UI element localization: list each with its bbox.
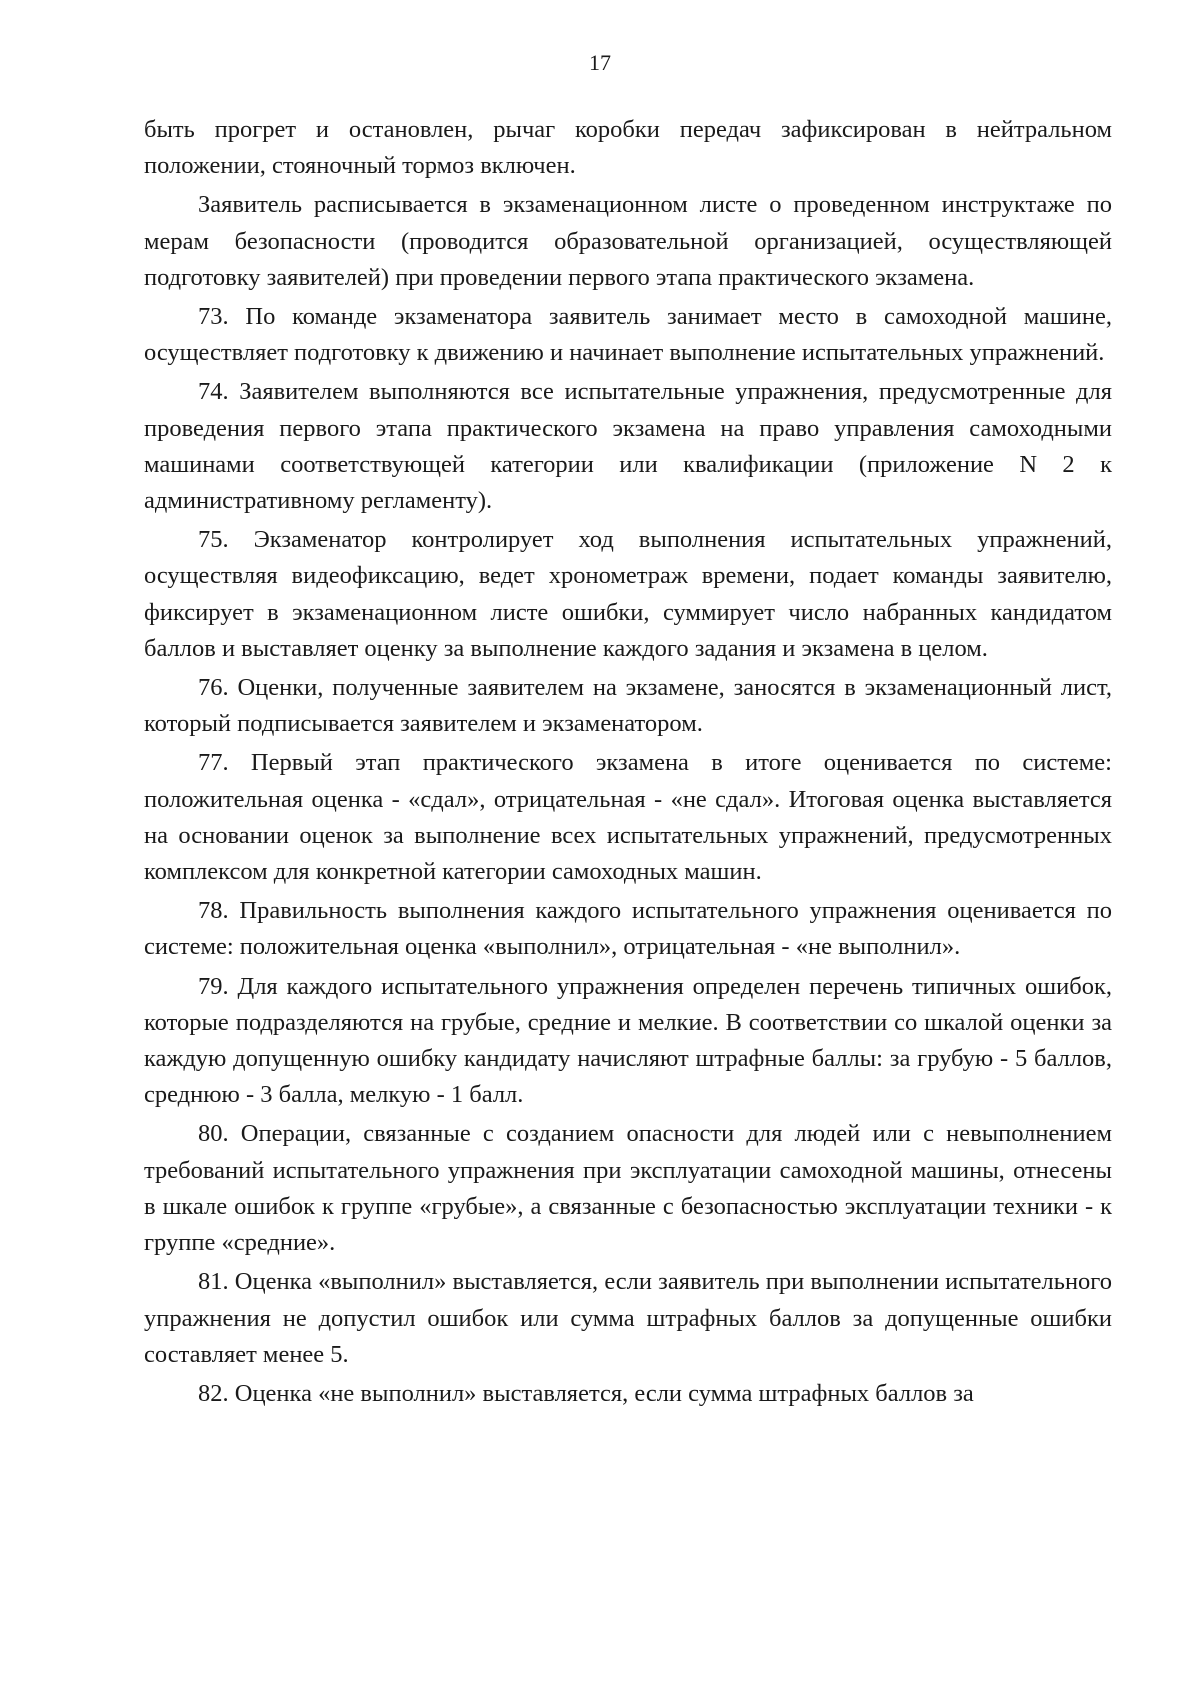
paragraph-75: 75. Экзаменатор контролирует ход выполнения испытательных упражнений, осуществляя видеофиксацию, ведет хронометраж времени, подает команды заявителю, фиксирует в экзаменационном листе ошибки, суммирует число набранных кандидатом баллов и выставляет оценку за выполнение каждого задания и экзамена в целом.	[144, 526, 1112, 662]
document-body	[144, 112, 1112, 1415]
paragraph-73: 73. По команде экзаменатора заявитель занимает место в самоходной машине, осуществляет подготовку к движению и начинает выполнение испытательных упражнений.	[144, 303, 1112, 367]
paragraph-77: 77. Первый этап практического экзамена в итоге оценивается по системе: положительная оценка - «сдал», отрицательная - «не сдал». Итоговая оценка выставляется на основании оценок за выполнение всех испытательных упражнений, предусмотренных комплексом для конкретной категории самоходных машин.	[144, 749, 1112, 886]
paragraph-78: 78. Правильность выполнения каждого испытательного упражнения оценивается по системе: положительная оценка «выполнил», отрицательная - «не выполнил».	[144, 897, 1112, 961]
paragraph-80: 80. Операции, связанные с созданием опасности для людей или с невыполнением требований испытательного упражнения при эксплуатации самоходной машины, отнесены в шкале ошибок к группе «грубые», а связанные с безопасностью эксплуатации техники - к группе «средние».	[144, 1120, 1112, 1257]
paragraph-continuation: быть прогрет и остановлен, рычаг коробки передач зафиксирован в нейтральном положении, стояночный тормоз включен.	[144, 116, 1112, 180]
paragraph-76: 76. Оценки, полученные заявителем на экзамене, заносятся в экзаменационный лист, который подписывается заявителем и экзаменатором.	[144, 674, 1112, 738]
paragraph-81: 81. Оценка «выполнил» выставляется, если заявитель при выполнении испытательного упражнения не допустил ошибок или сумма штрафных баллов за допущенные ошибки составляет менее 5.	[144, 1268, 1112, 1368]
paragraph-74: 74. Заявителем выполняются все испытательные упражнения, предусмотренные для проведения первого этапа практического экзамена на право управления самоходными машинами соответствующей категории или квалификации (приложение N 2 к административному регламенту).	[144, 378, 1112, 515]
paragraph-79: 79. Для каждого испытательного упражнения определен перечень типичных ошибок, которые подразделяются на грубые, средние и мелкие. В соответствии со шкалой оценки за каждую допущенную ошибку кандидату начисляют штрафные баллы: за грубую - 5 баллов, среднюю - 3 балла, мелкую - 1 балл.	[144, 972, 1112, 1109]
paragraph-applicant-signs: Заявитель расписывается в экзаменационном листе о проведенном инструктаже по мерам безопасности (проводится образовательной организацией, осуществляющей подготовку заявителей) при проведении первого этапа практического экзамена.	[144, 191, 1112, 291]
paragraph-82: 82. Оценка «не выполнил» выставляется, если сумма штрафных баллов за	[198, 1379, 974, 1407]
page-number: 17	[589, 50, 611, 75]
